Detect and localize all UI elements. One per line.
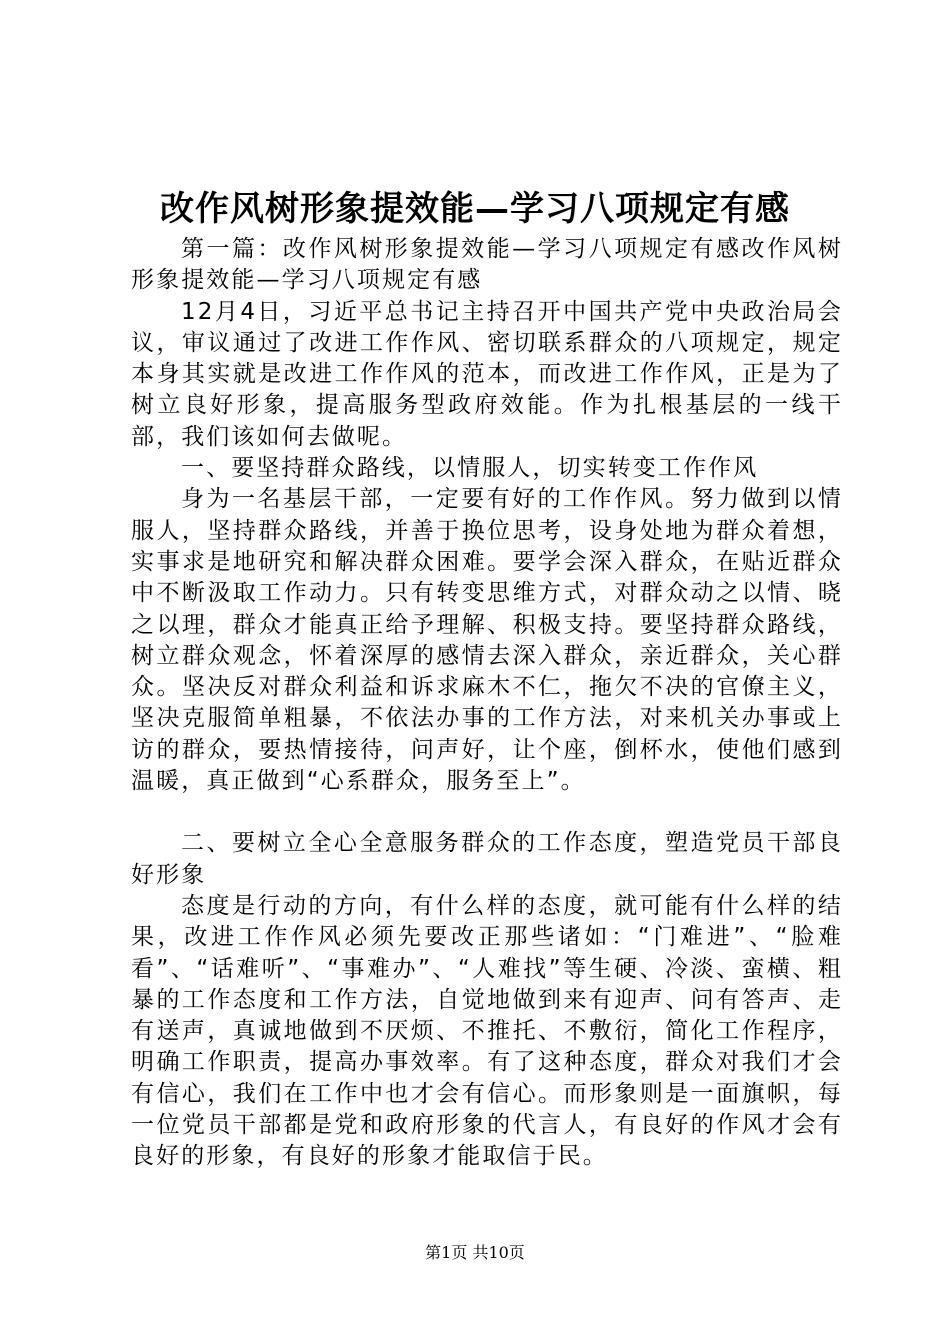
section-heading-2: 二、要树立全心全意服务群众的工作态度，塑造党员干部良好形象 (131, 830, 843, 888)
paragraph-section-2: 态度是行动的方向，有什么样的态度，就可能有什么样的结果，改进工作作风必须先要改正那些诸如：“门难进”、“脸难看”、“话难听”、“事难办”、“人难找”等生硬、冷淡、蛮横、粗暴的工作态度和工作方法，自觉地做到来有迎声、问有答声、走有送声，真诚地做到不厌烦、不推托、不敷衍，简化工作程序，明确工作职责，提高办事效率。有了这种态度，群众对我们才会有信心，我们在工作中也才会有信心。而形象则是一面旗帜，每一位党员干部都是党和政府形象的代言人，有良好的作风才会有良好的形象，有良好的形象才能取信于民。 (131, 892, 843, 1170)
page-footer: 第1页 共10页 (425, 1243, 525, 1262)
paragraph-background: 12月4日，习近平总书记主持召开中国共产党中央政治局会议，审议通过了改进工作作风、密切联系群众的八项规定，规定本身其实就是改进工作作风的范本，而改进工作作风，正是为了树立良好形象，提高服务型政府效能。作为扎根基层的一线干部，我们该如何去做呢。 (131, 298, 843, 450)
section-heading-1: 一、要坚持群众路线，以情服人，切实转变工作作风 (181, 455, 759, 482)
document-body (131, 234, 843, 1173)
paragraph-section-1: 身为一名基层干部，一定要有好的工作作风。努力做到以情服人，坚持群众路线，并善于换位思考，设身处地为群众着想，实事求是地研究和解决群众困难。要学会深入群众，在贴近群众中不断汲取工作动力。只有转变思维方式，对群众动之以情、晓之以理，群众才能真正给予理解、积极支持。要坚持群众路线，树立群众观念，怀着深厚的感情去深入群众，亲近群众，关心群众。坚决反对群众利益和诉求麻木不仁，拖欠不决的官僚主义，坚决克服简单粗暴，不依法办事的工作方法，对来机关办事或上访的群众，要热情接待，问声好，让个座，倒杯水，使他们感到温暖，真正做到“心系群众，服务至上”。 (131, 486, 843, 795)
paragraph-intro: 第一篇：改作风树形象提效能—学习八项规定有感改作风树形象提效能—学习八项规定有感 (131, 236, 843, 294)
document-title: 改作风树形象提效能—学习八项规定有感 (160, 189, 790, 229)
